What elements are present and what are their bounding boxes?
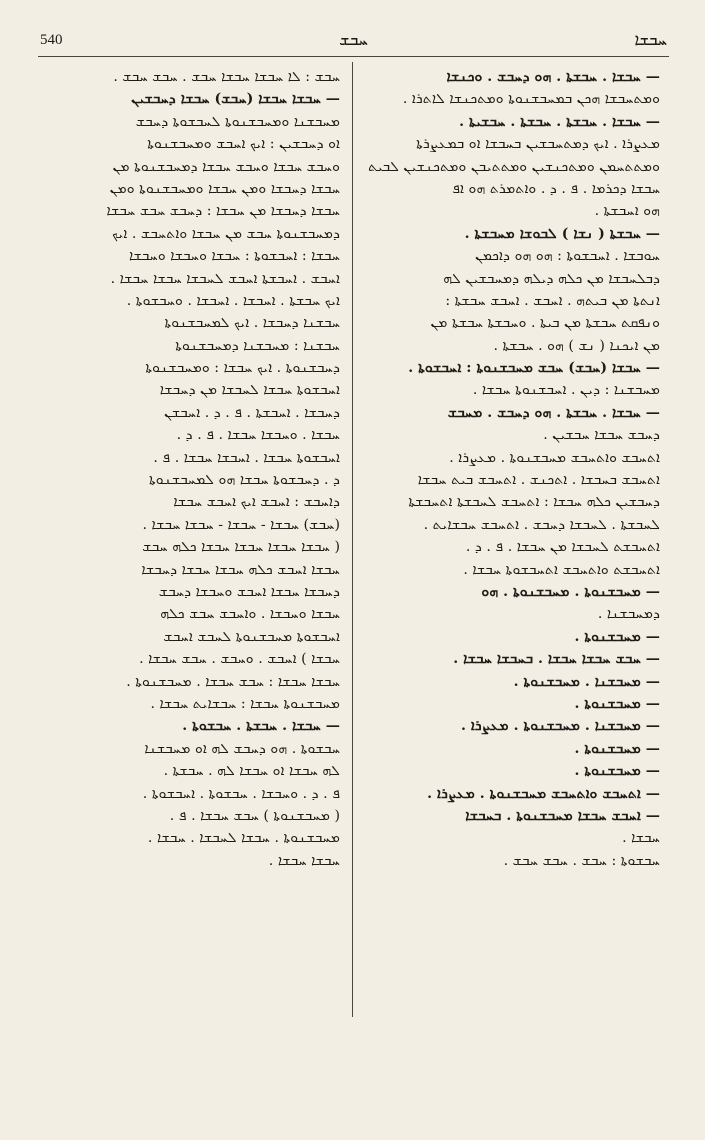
text-line: ܚܒܫܢܐ ܕܚܒܫܐ . ܐܝܟ ܠܡܚܒܫܢܘܬܐ: [164, 315, 340, 332]
text-line: ܚܒܫ : ܠܐ ܚܒܫܐ ܚܒܫܐ ܚܒܫ . ܚܒܫ ܚܒܫ .: [113, 69, 340, 85]
text-line: ( ܚܒܫܐ ܚܒܫܐ ܚܒܫܐ ܚܒܫܐ ܟܠܗ ܚܒܫ: [142, 539, 340, 556]
header-rule: [38, 56, 669, 57]
text-line: ܡܚܒܫܢܘܬܐ . ܚܒܫܐ ܠܚܒܫܐ . ܚܒܫܐ .: [147, 830, 340, 847]
text-line: ܐܚܒܫܘܬܐ ܡܚܒܫܢܘܬܐ ܠܚܒܫ ܐܚܒܫ: [163, 628, 340, 645]
column-divider: [352, 62, 353, 1017]
running-head-right: ܚܒܫܐ: [634, 30, 667, 49]
text-line: ܐܬܚܒܫܬ ܘܐܬܚܒܫ ܐܬܚܒܫܘܬܐ ܚܒܫܐ .: [463, 561, 660, 578]
text-line: — ܚܒܫܐ ܚܒܫܐ (ܚܒܫ) ܚܒܫܐ ܕܚܒܫܝܢ: [131, 91, 340, 108]
text-line: ܕܒܠܚܒܫܐ ܡܢ ܟܠܗ ܕܝܠܗ ܕܡܚܒܫܝܢ ܠܗ: [443, 270, 660, 287]
text-line: ܡܚܒܫܢܐ ܘܡܚܒܫܢܘܬܐ ܠܚܒܫܘܬܐ ܕܚܒܫ: [135, 113, 340, 130]
text-line: ܚܒܫܐ ܘܚܒܫܐ . ܘܐܚܒܫ ܚܒܫ ܟܠܗ: [160, 606, 340, 623]
text-line: ܐܚܒܫ . ܐܚܒܫܬܐ ܐܚܒܫ ܠܚܒܫܐ ܚܒܫܐ ܚܒܫܐ .: [110, 270, 340, 287]
text-line: ܘܚܒܫ ܚܒܫܐ ܘܚܒܫ ܚܒܫܐ ܕܡܚܒܫܢܘܬܐ ܡܢ: [112, 158, 340, 175]
text-line: ܡܢ ܐܝܟܢܐ ( ܢܫ ) ܗܘ . ܚܒܫܬܐ .: [493, 337, 660, 354]
text-line: — ܡܚܒܫܢܘܬܐ .: [574, 740, 660, 757]
text-line: ܐܢܬܬܐ ܡܢ ܒܝܬܗ . ܐܚܒܫ . ܐܚܒܫ ܚܒܫܬܐ :: [445, 292, 660, 309]
text-line: ܕܐܚܒܫ : ܐܚܒܫ ܐܝܟ ܐܚܒܫ ܚܒܫܐ: [173, 494, 340, 511]
text-line: ܚܒܫܐ ܕܚܒܫܐ ܡܢ ܚܒܫܐ : ܕܚܒܫ ܚܒܫ ܚܒܫܐ: [106, 203, 340, 220]
text-line: ܚܒܫܐ : ܐܚܒܫܘܬܐ : ܚܒܫܐ ܘܚܒܫܐ ܘܚܒܫܐ: [128, 248, 340, 265]
text-line: ܚܒܫܐ ܐܚܒܫ ܟܠܗ ܚܒܫܐ ܚܒܫܐ ܕܚܒܫܐ: [141, 561, 340, 578]
text-line: ܘܢܦܩܬ ܚܒܫܬܐ ܡܢ ܒܝܬܐ . ܘܚܒܫܬܐ ܚܒܫܬܐ ܡܢ: [430, 315, 660, 332]
text-line: — ܚܒܫܐ . ܚܒܫܬܐ . ܚܒܫܘܬܐ .: [182, 718, 340, 735]
text-line: ܕܡܚܒܫܢܘܬܐ ܚܒܫ ܡܢ ܚܒܫܐ ܘܐܬܚܒܫ . ܐܝܟ: [112, 225, 340, 242]
text-line: ܕܡܚܒܫܢܐ .: [597, 606, 660, 623]
text-line: ܘܡܬܚܒܫܐ ܗܟܢ ܒܡܚܒܫܢܘܬܐ ܘܡܬܟܢܫܐ ܠܐܬܪܐ .: [402, 91, 660, 108]
text-line: ܐܚܒܫܘܬܐ ܚܒܫܐ ܠܚܒܫܐ ܡܢ ܕܚܒܫܐ: [159, 382, 340, 399]
text-line: ܕܚܒܫܝܢ ܟܠܗ ܚܒܫܐ : ܐܬܚܒܫ ܠܚܒܫܬܐ ܐܬܚܒܫܬܐ: [408, 494, 660, 511]
text-line: — ܚܒܫ ܚܒܫܐ ܚܒܫܐ . ܒܚܒܫܐ ܚܒܫܐ .: [453, 651, 660, 668]
text-line: — ܡܚܒܫܢܐ . ܡܚܒܫܢܘܬܐ . ܡܥܨܪܐ .: [460, 718, 660, 735]
text-line: ܡܥܨܪܐ . ܐܝܟ ܕܡܬܚܒܫܝܢ ܒܚܒܫܐ ܐܘ ܒܡܥܨܪܬܐ: [416, 136, 660, 153]
text-line: ܡܚܒܫܢܐ : ܕܝܢ . ܐܚܒܫܢܘܬܐ ܚܒܫܐ .: [472, 382, 660, 399]
text-line: ܚܒܫܐ ܚܒܫܐ .: [268, 852, 340, 869]
page-header: [40, 30, 667, 54]
text-line: — ܡܚܒܫܢܘܬܐ .: [574, 763, 660, 780]
text-line: ܐܚܒܫܘܬܐ ܚܒܫܐ . ܐܚܒܫܐ ܚܒܫܐ . ܦ .: [153, 449, 340, 466]
text-line: ܕܚܒܫ ܚܒܫܐ ܚܒܫܝܢ .: [543, 427, 660, 444]
text-line: ܕ . ܕܚܒܫܘܬܐ ܚܒܫܐ ܗܘ ܠܡܚܒܫܢܘܬܐ: [148, 472, 340, 489]
text-line: ܐܘ ܕܚܒܫܝܢ : ܐܝܟ ܐܚܒܫ ܘܡܚܒܫܢܘܬܐ: [147, 136, 340, 153]
text-line: — ܚܒܫܬܐ ( ܢܫܐ ) ܠܒܘܫܐ ܡܚܒܫܬܐ .: [464, 225, 660, 242]
text-line: — ܚܒܫܐ . ܚܒܫܬܐ . ܗܘ ܕܚܒܫ . ܡܚܒܫ: [447, 404, 660, 421]
running-head-center: ܚܒܫ: [339, 30, 368, 49]
text-line: — ܚܒܫܐ (ܚܒܫ) ܚܒܫ ܡܚܒܫܢܘܬܐ : ܐܚܒܫܘܬܐ .: [408, 360, 660, 377]
text-line: ܐܬܚܒܫ ܘܐܬܚܒܫ ܡܚܒܫܢܘܬܐ . ܡܥܨܪܐ .: [449, 449, 660, 466]
text-line: — ܐܚܒܫ ܚܒܫܐ ܡܚܒܫܢܘܬܐ . ܒܚܒܫܐ: [465, 807, 660, 824]
text-line: ܕܚܒܫܢܘܬܐ . ܐܝܟ ܚܒܫܐ : ܘܡܚܒܫܢܘܬܐ: [145, 360, 340, 377]
text-line: ܡܚܒܫܢܘܬܐ ܚܒܫܐ : ܚܒܫܐܝܬ ܚܒܫܐ .: [150, 695, 340, 712]
text-line: ܚܒܫܢܐ : ܡܚܒܫܢܐ ܕܡܚܒܫܢܘܬܐ: [175, 337, 340, 354]
text-line: — ܚܒܫܐ . ܚܒܫܬܐ . ܗܘ ܕܚܒܫ . ܘܟܢܫܐ: [446, 69, 660, 85]
text-line: ܗܘ ܐܚܒܫܬܐ .: [594, 203, 660, 220]
text-line: ܐܝܟ ܚܒܫܬܐ . ܐܚܒܫܐ . ܐܚܒܫܐ . ܘܚܒܫܘܬܐ .: [126, 292, 340, 309]
text-line: ܚܒܫܐ ܚܒܫܐ : ܚܒܫ ܚܒܫܐ . ܡܚܒܫܢܘܬܐ .: [126, 673, 340, 690]
text-line: ܦ . ܕ . ܘܚܒܫܐ . ܚܒܫܘܬܐ . ܐܚܒܫܘܬܐ .: [142, 785, 340, 802]
text-line: (ܚܒܫ) ܚܒܫܐ - ܚܒܫܐ - ܚܒܫܐ ܚܒܫܐ .: [142, 516, 340, 533]
text-line: ܕܚܒܫܐ ܚܒܫܐ ܐܚܒܫ ܘܚܒܫܐ ܕܚܒܫ: [158, 583, 340, 600]
text-line: — ܡܚܒܫܢܐ . ܡܚܒܫܢܘܬܐ .: [513, 673, 660, 690]
text-line: ܐܬܚܒܫ ܒܚܒܫܐ . ܐܬܟܢܫ . ܐܬܚܒܫ ܒܝܬ ܚܒܫܐ: [417, 472, 660, 489]
text-line: ܐܬܚܒܫܬ ܠܚܒܫܐ ܡܢ ܚܒܫܐ . ܦ . ܕ .: [465, 539, 660, 556]
column-left: [40, 66, 340, 872]
text-line: ܚܘܒܫܐ . ܐܚܒܫܘܬܐ : ܗܘ ܗܘ ܕܐܟܡܢ: [475, 248, 660, 265]
text-line: — ܡܚܒܫܢܘܬܐ .: [574, 628, 660, 645]
text-line: ܠܚܒܫܬܐ . ܠܚܒܫܐ ܕܚܒܫ . ܐܬܚܒܫ ܚܒܫܐܝܬ .: [423, 516, 660, 533]
text-line: ܚܒܫܘܬܐ : ܚܒܫ . ܚܒܫ ܚܒܫ .: [503, 852, 660, 869]
text-line: ܠܗ ܚܒܫܐ ܐܘ ܚܒܫܐ ܠܗ . ܚܒܫܬܐ .: [163, 763, 340, 780]
text-line: ܚܒܫܐ . ܘܚܒܫܐ ܚܒܫܐ . ܦ . ܕ .: [176, 427, 340, 444]
text-line: ܚܒܫܐ ܕܟܪܡܐ . ܦ . ܕ . ܘܐܬܡܪܬ ܗܘ ܐܦ: [452, 180, 660, 197]
text-line: ܚܒܫܐ ) ܐܚܒܫ . ܘܚܒܫ . ܚܒܫ ܚܒܫܐ .: [139, 651, 340, 668]
text-line: — ܡܚܒܫܢܘܬܐ .: [574, 695, 660, 712]
text-line: ܚܒܫܐ ܕܚܒܫܐ ܘܡܢ ܚܒܫܐ ܘܡܚܒܫܢܘܬܐ ܘܡܢ: [109, 180, 340, 197]
text-line: — ܐܬܚܒܫ ܘܐܬܚܒܫ ܡܚܒܫܢܘܬܐ . ܡܥܨܪܐ .: [427, 785, 660, 802]
text-line: ܘܡܬܬܚܡܢ ܘܡܬܟܢܫܝܢ ܘܡܬܬܝܒܢ ܘܡܬܟܢܫܝܢ ܠܒܝܬ: [368, 158, 660, 175]
column-right: [360, 66, 660, 872]
text-line: ܚܒܫܘܬܐ . ܗܘ ܕܚܒܫ ܠܗ ܐܘ ܡܚܒܫܢܐ: [144, 740, 340, 757]
text-line: ܚܒܫܐ .: [622, 830, 660, 847]
page-number: 540: [40, 32, 63, 48]
text-line: — ܚܒܫܐ . ܚܒܫܬܐ . ܚܒܫܬܐ . ܚܒܫܝܬܐ .: [459, 113, 660, 130]
text-line: — ܡܚܒܫܢܘܬܐ . ܡܚܒܫܢܘܬܐ . ܗܘ: [481, 583, 660, 600]
text-line: ( ܡܚܒܫܢܘܬܐ ) ܚܒܫ ܚܒܫܐ . ܦ .: [169, 807, 340, 824]
text-line: ܕܚܒܫܐ . ܐܚܒܫܬܐ . ܦ . ܕ . ܐܚܒܫܢ: [164, 404, 340, 421]
